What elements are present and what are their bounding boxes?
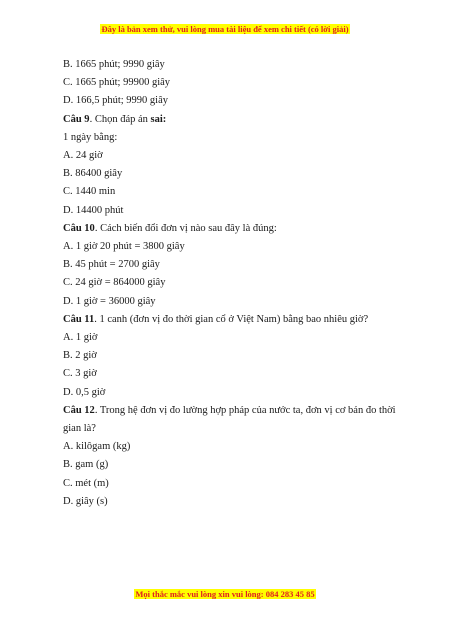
question-12-text: . Trong hệ đơn vị đo lường hợp pháp của nước ta, đơn vị cơ bản đo thời gian là? xyxy=(63,404,396,435)
q10-option-a: A. 1 giờ 20 phút = 3800 giây xyxy=(63,241,185,253)
header-notice-text: Đây là bản xem thử, vui lòng mua tài liệu để xem chi tiết (có lời giải) xyxy=(101,24,349,34)
footer-notice-text: Mọi thắc mắc vui lòng xin vui lòng: 084 283 45 85 xyxy=(135,589,315,599)
q10-option-d: D. 1 giờ = 36000 giây xyxy=(63,295,156,307)
question-11-label: Câu 11 xyxy=(63,313,95,325)
q8-option-d: D. 166,5 phút; 9990 giây xyxy=(63,95,168,107)
document-body xyxy=(63,56,403,511)
question-9-label: Câu 9 xyxy=(63,113,90,125)
header-notice xyxy=(0,24,450,34)
q11-option-d: D. 0,5 giờ xyxy=(63,386,106,398)
question-11-text: . 1 canh (đơn vị đo thời gian cổ ở Việt Nam) bằng bao nhiêu giờ? xyxy=(94,313,369,325)
question-10-text: . Cách biến đổi đơn vị nào sau đây là đúng: xyxy=(94,222,277,234)
q9-option-b: B. 86400 giây xyxy=(63,168,123,180)
q12-option-a: A. kilôgam (kg) xyxy=(63,441,131,453)
q9-option-d: D. 14400 phút xyxy=(63,204,124,216)
q8-option-b: B. 1665 phút; 9990 giây xyxy=(63,59,165,70)
question-10 xyxy=(63,220,403,238)
q9-option-a: A. 24 giờ xyxy=(63,150,103,162)
footer-notice xyxy=(0,589,450,599)
q9-option-c: C. 1440 min xyxy=(63,186,116,198)
q12-option-c: C. mét (m) xyxy=(63,477,109,489)
q12-option-d: D. giây (s) xyxy=(63,495,108,507)
question-9-text: . Chọn đáp án xyxy=(89,113,151,125)
q10-option-c: C. 24 giờ = 864000 giây xyxy=(63,277,166,289)
question-9 xyxy=(63,111,403,129)
question-9-stem: 1 ngày bằng: xyxy=(63,131,118,143)
question-10-label: Câu 10 xyxy=(63,222,95,234)
question-12-label: Câu 12 xyxy=(63,404,95,416)
q10-option-b: B. 45 phút = 2700 giây xyxy=(63,259,160,271)
q11-option-a: A. 1 giờ xyxy=(63,332,98,344)
question-9-emphasis: sai: xyxy=(150,113,167,125)
question-12 xyxy=(63,402,403,438)
q12-option-b: B. gam (g) xyxy=(63,459,109,471)
q11-option-c: C. 3 giờ xyxy=(63,368,97,380)
q11-option-b: B. 2 giờ xyxy=(63,350,97,362)
q8-option-c: C. 1665 phút; 99900 giây xyxy=(63,77,171,89)
question-11 xyxy=(63,311,403,329)
